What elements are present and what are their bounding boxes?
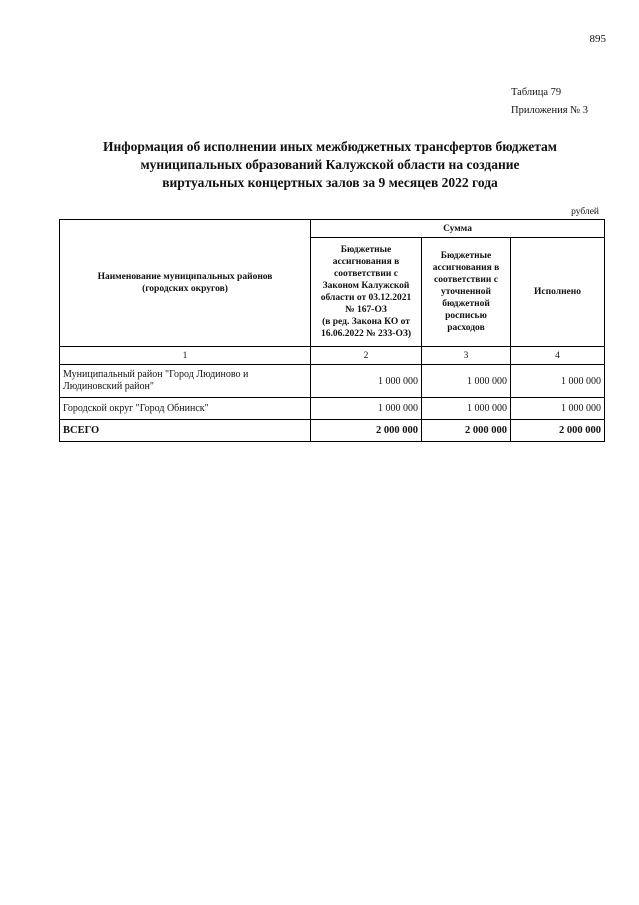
name-line: Людиновский район"	[63, 381, 154, 392]
executed-amount: 1 000 000	[511, 398, 605, 420]
budget-law-amount: 1 000 000	[311, 365, 422, 398]
header-row-top	[60, 220, 605, 238]
municipality-name	[60, 365, 311, 398]
header-line: ассигнования в	[432, 263, 500, 273]
header-line: росписью	[445, 311, 487, 321]
sum-header: Сумма	[311, 220, 605, 238]
page-number: 895	[589, 33, 606, 45]
header-line: Законом Калужской	[322, 281, 410, 291]
appendix-reference: Приложения № 3	[511, 105, 589, 116]
table-row	[60, 365, 605, 398]
header-line: Бюджетные	[440, 251, 492, 261]
budget-schedule-amount: 1 000 000	[422, 398, 511, 420]
column-number-row	[60, 347, 605, 365]
executed-amount: 1 000 000	[511, 365, 605, 398]
header-line: расходов	[447, 323, 485, 333]
header-line: бюджетной	[442, 299, 490, 309]
total-executed-amount: 2 000 000	[511, 420, 605, 442]
header-line: соответствии с	[434, 275, 498, 285]
header-line: ассигнования в	[332, 257, 400, 267]
total-budget-law-amount: 2 000 000	[311, 420, 422, 442]
title-line: виртуальных концертных залов за 9 месяцев 2022 года	[162, 175, 498, 190]
table-reference: Таблица 79	[511, 87, 562, 98]
header-line: соответствии с	[334, 269, 398, 279]
header-line: области от 03.12.2021	[320, 293, 412, 303]
column-number: 2	[311, 347, 422, 365]
header-line: уточненной	[440, 287, 491, 297]
column-number: 4	[511, 347, 605, 365]
column-number: 1	[60, 347, 311, 365]
name-header-line: Наименование муниципальных районов	[97, 272, 273, 282]
title-line: муниципальных образований Калужской области на создание	[140, 157, 520, 172]
budget-law-amount: 1 000 000	[311, 398, 422, 420]
name-column-header	[60, 220, 311, 347]
title-line: Информация об исполнении иных межбюджетных трансфертов бюджетам	[103, 139, 557, 154]
name-line: Городской округ "Город Обнинск"	[63, 402, 209, 414]
name-line: Муниципальный район "Город Людиново и	[63, 369, 249, 380]
municipality-name	[60, 398, 311, 420]
header-line: № 167-ОЗ	[345, 305, 387, 315]
name-header-line: (городских округов)	[142, 284, 228, 294]
total-label: ВСЕГО	[60, 420, 311, 442]
transfers-table	[59, 219, 605, 442]
units-label: рублей	[571, 207, 599, 217]
budget-law-column-header	[311, 238, 422, 347]
column-number: 3	[422, 347, 511, 365]
total-budget-schedule-amount: 2 000 000	[422, 420, 511, 442]
header-line: (в ред. Закона КО от	[322, 317, 410, 327]
table-row	[60, 398, 605, 420]
header-line: Бюджетные	[340, 245, 392, 255]
total-row	[60, 420, 605, 442]
budget-schedule-column-header	[422, 238, 511, 347]
executed-column-header: Исполнено	[511, 238, 605, 347]
header-line: 16.06.2022 № 233-ОЗ)	[320, 329, 412, 339]
document-title	[60, 138, 600, 192]
budget-schedule-amount: 1 000 000	[422, 365, 511, 398]
